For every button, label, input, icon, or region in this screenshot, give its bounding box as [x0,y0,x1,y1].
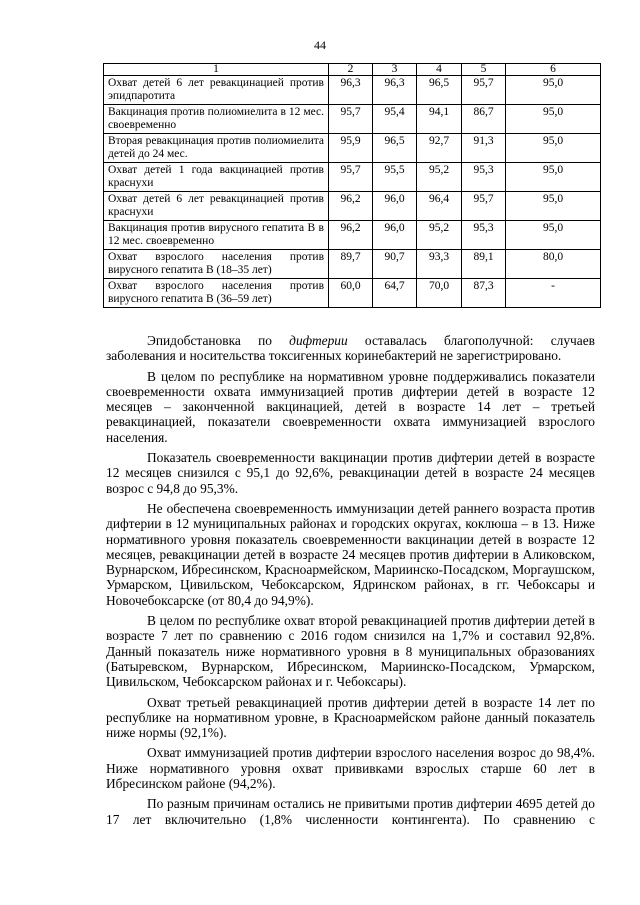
table-header-row [104,64,601,76]
table-cell: 96,3 [329,76,373,105]
table-cell: 89,7 [329,250,373,279]
column-header: 3 [373,64,417,76]
table-cell: 90,7 [373,250,417,279]
table-row [104,250,601,279]
table-cell: 95,7 [329,105,373,134]
paragraph [106,333,595,364]
table-cell: 86,7 [462,105,506,134]
paragraph: Показатель своевременности вакцинации против дифтерии детей в возрасте 12 месяцев снизился с 95,1 до 92,6%, ревакцинации детей в возрасте 24 месяцев возрос с 94,8 до 95,3%. [106,450,595,496]
table-cell: 96,4 [417,192,462,221]
table-cell: 95,7 [462,192,506,221]
column-header: 1 [104,64,329,76]
row-label: Охват детей 1 года вакцинацией против краснухи [104,163,329,192]
row-label: Вакцинация против вирусного гепатита В в 12 мес. своевременно [104,221,329,250]
disease-name: дифтерии [289,333,348,348]
table-cell: 70,0 [417,279,462,308]
table-cell: 96,0 [373,192,417,221]
table-cell: 80,0 [506,250,601,279]
table-cell: 87,3 [462,279,506,308]
paragraph-text: оставалась благополучной: случаев заболевания и носительства токсигенных коринебактерий не зарегистрировано. [106,333,595,364]
column-header: 2 [329,64,373,76]
table-cell: 95,0 [506,105,601,134]
table-cell: 95,7 [329,163,373,192]
table-cell: 92,7 [417,134,462,163]
paragraph: В целом по республике на нормативном уровне поддерживались показатели своевременности охвата иммунизацией против дифтерии детей в возрасте 12 месяцев – законченной вакцинацией, детей в возрасте 14 лет – третьей ревакцинацией, показатели своевременности охвата иммунизацией взрослого населения. [106,368,595,445]
table-cell: 96,5 [417,76,462,105]
table-cell: 96,2 [329,192,373,221]
table-cell: 95,0 [506,76,601,105]
paragraph: Охват иммунизацией против дифтерии взрослого населения возрос до 98,4%. Ниже нормативного уровня охват прививками взрослых старше 60 лет в Ибресинском районе (94,2%). [106,745,595,792]
table-cell: 95,3 [462,221,506,250]
table-cell: 95,0 [506,221,601,250]
table-cell: 95,0 [506,134,601,163]
table-cell: 95,9 [329,134,373,163]
table-cell: 95,2 [417,221,462,250]
table-cell: 95,4 [373,105,417,134]
table-cell: 95,2 [417,163,462,192]
row-label: Охват взрослого населения против вирусного гепатита В (36–59 лет) [104,279,329,308]
table-cell: 93,3 [417,250,462,279]
table-cell: 95,0 [506,163,601,192]
table-cell: 60,0 [329,279,373,308]
paragraph: Не обеспечена своевременность иммунизации детей раннего возраста против дифтерии в 12 муниципальных районах и городских округах, коклюша – в 13. Ниже нормативного уровня показатель своевременности вакцинации детей в возрасте 12 месяцев, ревакцинации детей в возрасте 24 месяцев против дифтерии в Аликовском, Вурнарском, Ибресинском, Красноармейском, Мариинско-Посадском, Моргаушском, Урмарском, Цивильском, Чебоксарском, Ядринском районах, в гг. Чебоксары и Новочебоксарске (от 80,4 до 94,9%). [106,500,595,608]
table-cell: 96,0 [373,221,417,250]
vaccination-table [103,63,601,308]
table-row [104,105,601,134]
table-cell: 91,3 [462,134,506,163]
paragraph: Охват третьей ревакцинацией против дифтерии детей в возрасте 14 лет по республике на нормативном уровне, в Красноармейском районе данный показатель ниже нормы (92,1%). [106,694,595,741]
column-header: 4 [417,64,462,76]
table-cell: 96,3 [373,76,417,105]
paragraph-text: Эпидобстановка по [147,333,290,348]
row-label: Вакцинация против полиомиелита в 12 мес. своевременно [104,105,329,134]
page-number: 44 [314,38,326,52]
table-cell: - [506,279,601,308]
row-label: Охват детей 6 лет ревакцинацией против эпидпаротита [104,76,329,105]
table-cell: 96,2 [329,221,373,250]
table-row [104,163,601,192]
table-row [104,279,601,308]
table-cell: 96,5 [373,134,417,163]
column-header: 6 [506,64,601,76]
table-cell: 89,1 [462,250,506,279]
table-cell: 95,3 [462,163,506,192]
table-row [104,134,601,163]
paragraph: В целом по республике охват второй ревакцинацией против дифтерии детей в возрасте 7 лет по сравнению с 2016 годом снизился на 1,7% и составил 92,8%. Данный показатель ниже нормативного уровня в 8 муниципальных образованиях (Батыревском, Вурнарском, Ибресинском, Мариинско-Посадском, Урмарском, Цивильском, Чебоксарском районах и г. Чебоксары). [106,613,595,690]
table-cell: 64,7 [373,279,417,308]
table-row [104,76,601,105]
table-row [104,192,601,221]
table-row [104,221,601,250]
table-cell: 95,5 [373,163,417,192]
table-cell: 94,1 [417,105,462,134]
table-cell: 95,7 [462,76,506,105]
column-header: 5 [462,64,506,76]
table-cell: 95,0 [506,192,601,221]
body-text [106,333,595,832]
paragraph: По разным причинам остались не привитыми против дифтерии 4695 детей до 17 лет включительно (1,8% численности контингента). По сравнению с [106,796,595,827]
row-label: Охват детей 6 лет ревакцинацией против краснухи [104,192,329,221]
row-label: Охват взрослого населения против вирусного гепатита В (18–35 лет) [104,250,329,279]
row-label: Вторая ревакцинация против полиомиелита детей до 24 мес. [104,134,329,163]
